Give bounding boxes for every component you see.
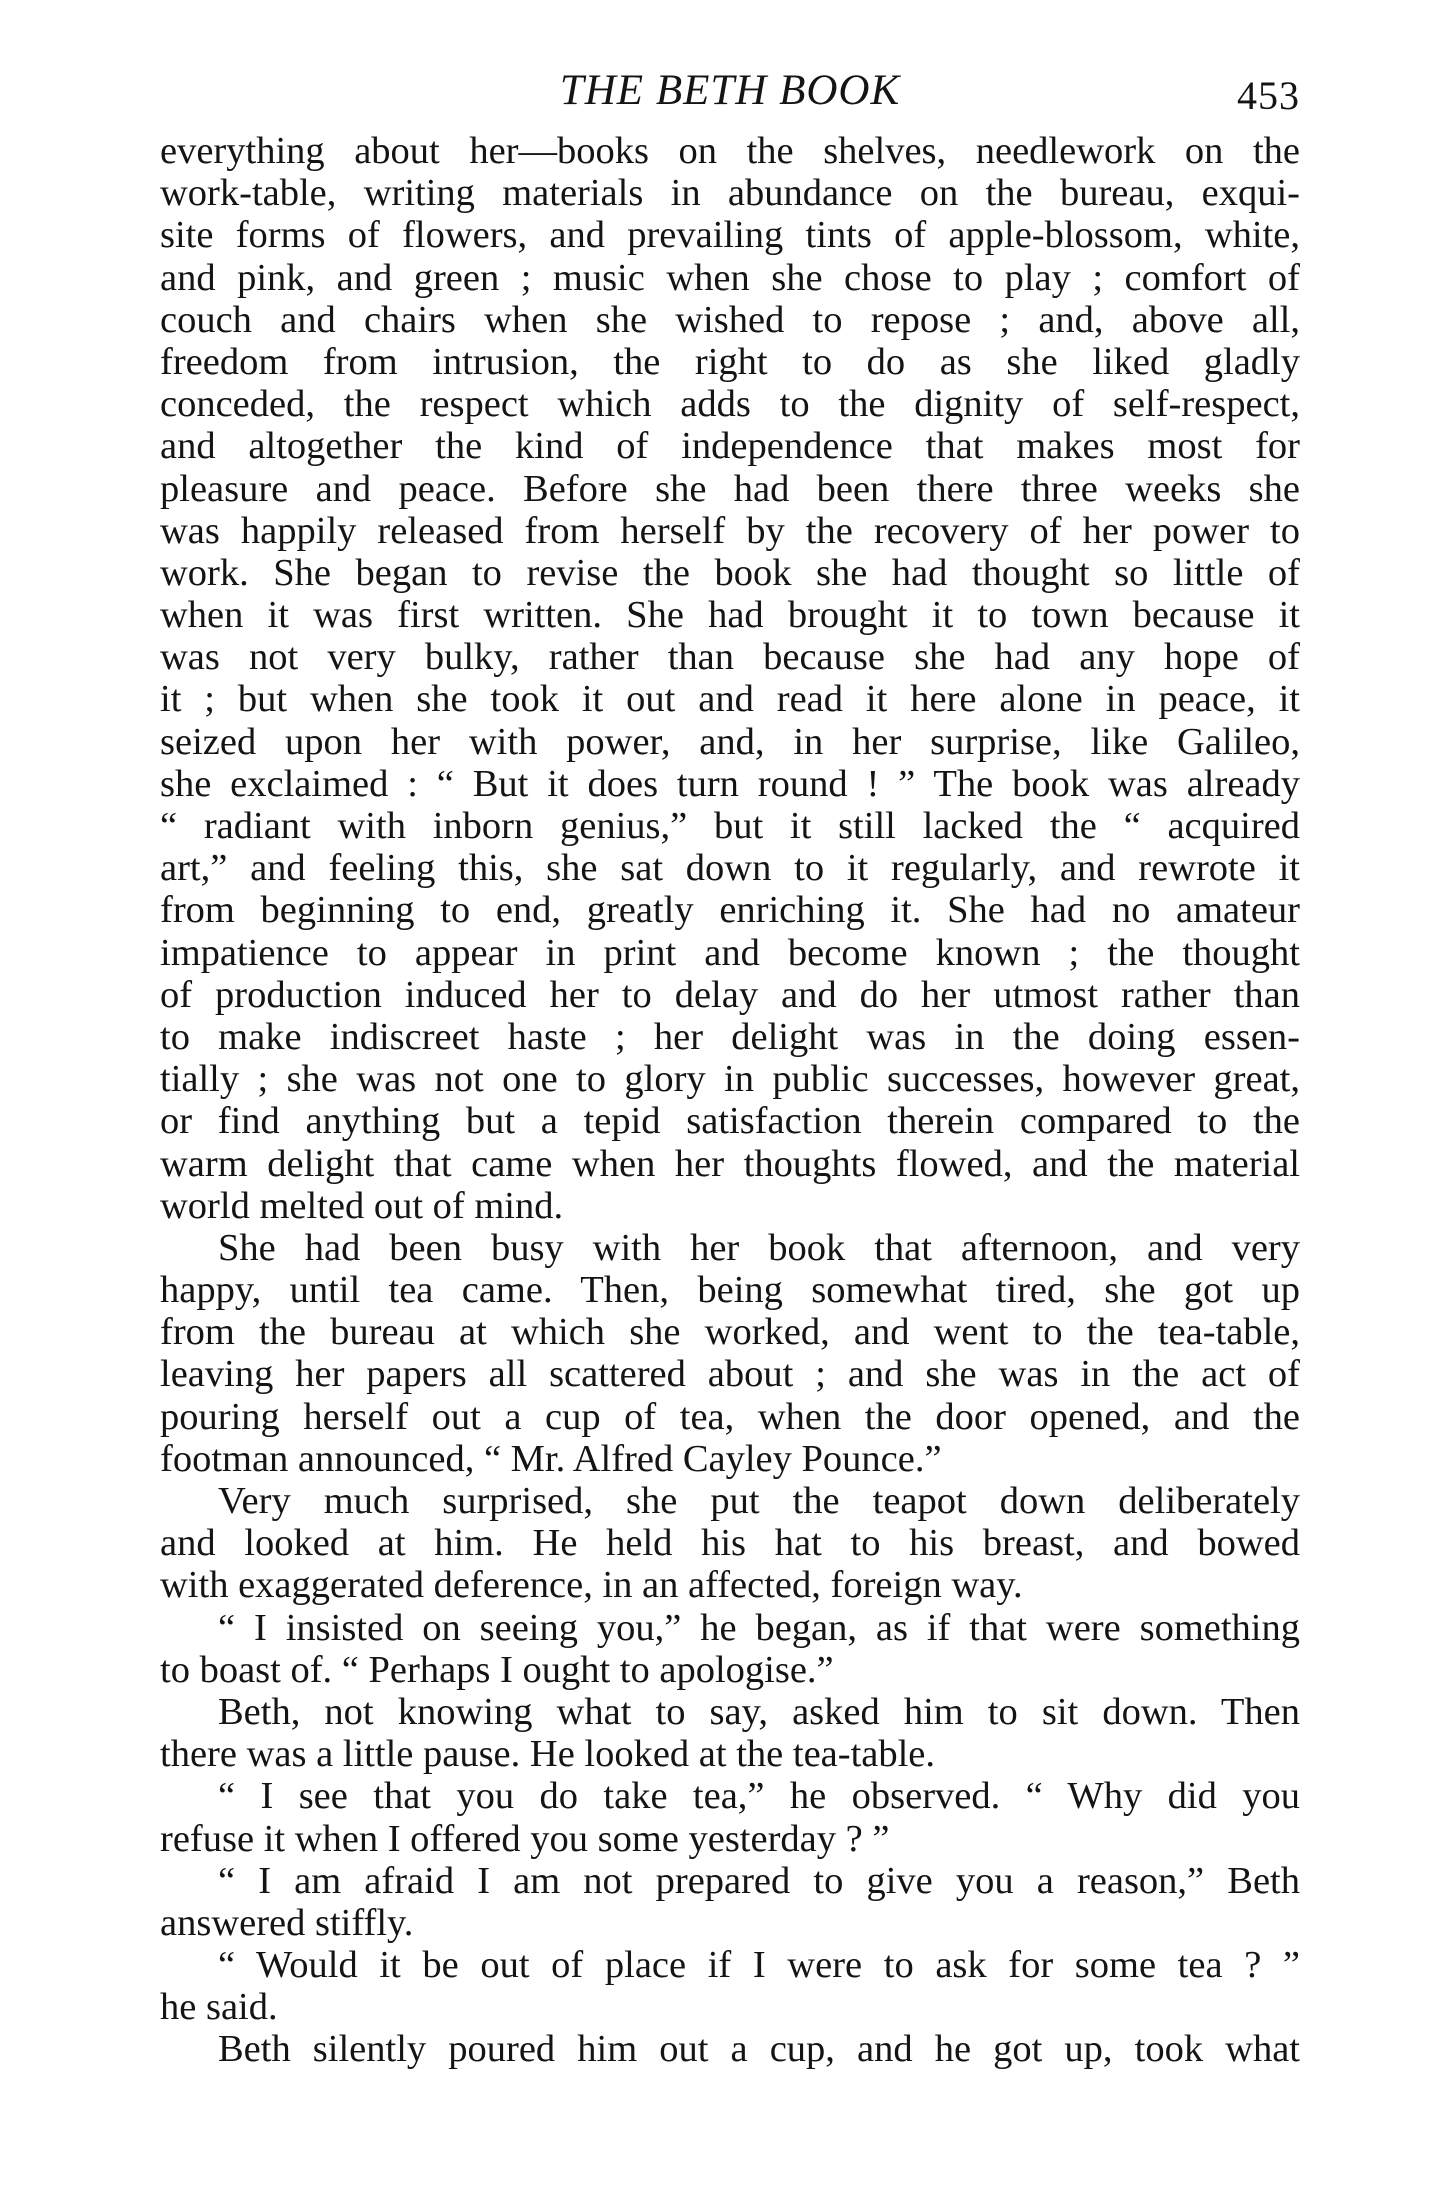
paragraph-start-line: She had been busy with her book that afternoon, and very <box>218 1226 1300 1269</box>
paragraph-start-line: “ I insisted on seeing you,” he began, as if that were something <box>218 1606 1300 1649</box>
text-line: seized upon her with power, and, in her surprise, like Galileo, <box>160 720 1300 763</box>
text-line: tially ; she was not one to glory in public successes, however great, <box>160 1058 1300 1101</box>
text-line: she exclaimed : “ But it does turn round ! ” The book was already <box>160 762 1300 805</box>
running-title: THE BETH BOOK <box>559 67 901 114</box>
paragraph-start-line: Very much surprised, she put the teapot down deliberately <box>218 1480 1300 1522</box>
text-line: with exaggerated deference, in an affected, foreign way. <box>160 1564 1023 1607</box>
text-line: everything about her—books on the shelves, needlework on the <box>160 130 1300 172</box>
text-line: freedom from intrusion, the right to do as she liked gladly <box>160 340 1300 383</box>
text-line: and pink, and green ; music when she chose to play ; comfort of <box>160 256 1300 299</box>
text-line: from the bureau at which she worked, and went to the tea-table, <box>160 1311 1300 1354</box>
paragraph-start-line: Beth silently poured him out a cup, and he got up, took what <box>218 2028 1300 2071</box>
text-line: it ; but when she took it out and read it here alone in peace, it <box>160 678 1300 721</box>
text-line: answered stiffly. <box>160 1901 414 1944</box>
paragraph-start-line: “ Would it be out of place if I were to ask for some tea ? ” <box>218 1944 1300 1987</box>
text-line: conceded, the respect which adds to the dignity of self-respect, <box>160 383 1300 426</box>
text-line: and altogether the kind of independence that makes most for <box>160 425 1300 468</box>
text-line: and looked at him. He held his hat to his breast, and bowed <box>160 1522 1300 1565</box>
text-line: was not very bulky, rather than because she had any hope of <box>160 636 1300 679</box>
text-line: to make indiscreet haste ; her delight was in the doing essen- <box>160 1015 1300 1058</box>
text-line: art,” and feeling this, she sat down to it regularly, and rewrote it <box>160 847 1300 890</box>
text-line: happy, until tea came. Then, being somewhat tired, she got up <box>160 1269 1300 1312</box>
running-header <box>160 52 1300 130</box>
text-line: from beginning to end, greatly enriching it. She had no amateur <box>160 889 1300 932</box>
text-line: to boast of. “ Perhaps I ought to apologise.” <box>160 1648 834 1691</box>
paragraph-start-line: “ I see that you do take tea,” he observed. “ Why did you <box>218 1775 1300 1818</box>
text-line: “ radiant with inborn genius,” but it still lacked the “ acquired <box>160 805 1300 847</box>
text-line: was happily released from herself by the recovery of her power to <box>160 509 1300 552</box>
text-line: work-table, writing materials in abundance on the bureau, exqui- <box>160 172 1300 215</box>
text-line: impatience to appear in print and become known ; the thought <box>160 931 1300 974</box>
text-line: pleasure and peace. Before she had been there three weeks she <box>160 467 1300 510</box>
text-line: when it was first written. She had brought it to town because it <box>160 594 1300 637</box>
text-line: couch and chairs when she wished to repose ; and, above all, <box>160 298 1300 341</box>
text-line: work. She began to revise the book she had thought so little of <box>160 551 1300 594</box>
text-line: leaving her papers all scattered about ; and she was in the act of <box>160 1353 1300 1396</box>
book-page <box>160 52 1300 2071</box>
text-line: pouring herself out a cup of tea, when the door opened, and the <box>160 1395 1300 1438</box>
text-line: there was a little pause. He looked at the tea-table. <box>160 1733 936 1776</box>
text-line: of production induced her to delay and do her utmost rather than <box>160 973 1300 1016</box>
paragraph-start-line: Beth, not knowing what to say, asked him to sit down. Then <box>218 1690 1300 1733</box>
page-number: 453 <box>1237 73 1300 118</box>
text-line: world melted out of mind. <box>160 1184 564 1227</box>
text-line: or find anything but a tepid satisfaction therein compared to the <box>160 1100 1300 1143</box>
text-line: site forms of flowers, and prevailing tints of apple-blossom, white, <box>160 214 1300 257</box>
body-text <box>160 130 1300 2071</box>
text-line: refuse it when I offered you some yesterday ? ” <box>160 1817 890 1860</box>
text-line: footman announced, “ Mr. Alfred Cayley Pounce.” <box>160 1437 942 1480</box>
text-line: he said. <box>160 1986 278 2029</box>
paragraph-start-line: “ I am afraid I am not prepared to give you a reason,” Beth <box>218 1859 1300 1902</box>
text-line: warm delight that came when her thoughts flowed, and the material <box>160 1142 1300 1185</box>
